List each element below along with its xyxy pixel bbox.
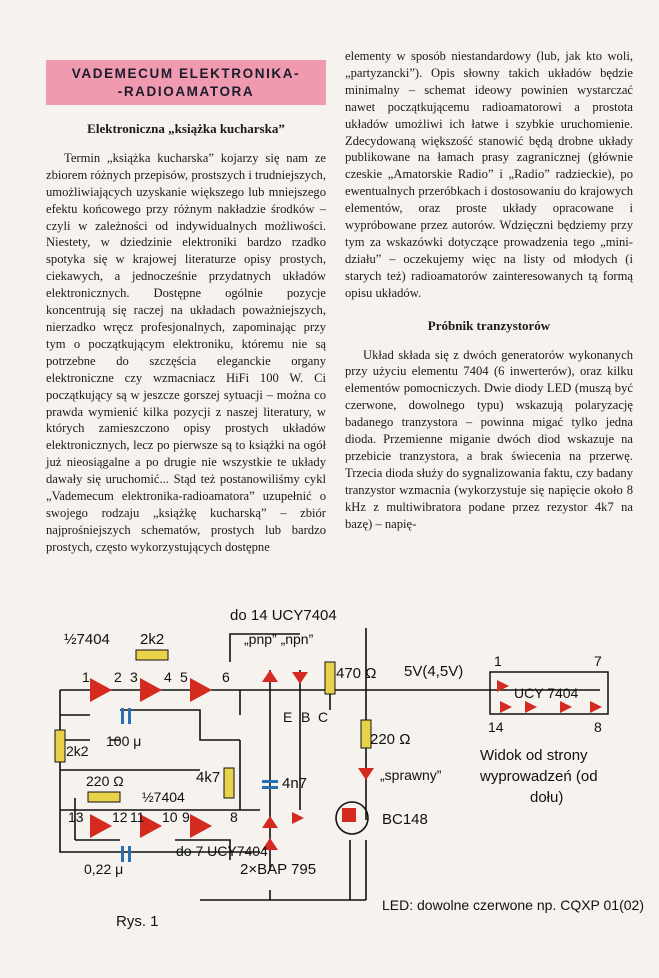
pin-1: 1 — [82, 669, 90, 685]
pin-9: 9 — [182, 809, 190, 825]
label-ic-top: do 14 UCY7404 — [230, 607, 337, 624]
led-npn — [292, 672, 308, 684]
gates-bottom — [90, 814, 212, 838]
terminal-c: C — [318, 709, 329, 725]
pin-6: 6 — [222, 669, 230, 685]
terminal-b: B — [301, 709, 311, 725]
gate-1 — [90, 678, 112, 702]
view-note-line: wyprowadzeń (od — [480, 768, 598, 785]
section-heading: Próbnik tranzystorów — [427, 317, 551, 333]
capacitor-100u — [121, 708, 124, 724]
led-sprawny — [358, 768, 374, 780]
gate-6 — [190, 814, 212, 838]
left-column — [46, 0, 326, 556]
capacitor-022u-plate — [128, 846, 131, 862]
pin-12: 12 — [112, 809, 128, 825]
chip-pin-7: 7 — [594, 653, 602, 669]
tester-paragraph: Układ składa się z dwóch generatorów wykonanych przy użyciu elementu 7404 (6 inwerterów), oraz kilku elementów pomocniczych. Dwie diody LED (muszą być czerwone, dowolnego typu) wskazują polaryzację badanego tranzystora – powinna migać tylko jedna dioda. Przemienne miganie dwóch diod wskazuje na przebicie tranzystora, a brak świecenia na przerwę. Trzecia dioda służy do sygnalizowania faktu, czy badany tranzystor wzmacnia (wykorzystuje się napięcie około 8 kHz z multiwibratora podane przez rezystor 4k7 na bazę) – napię- — [345, 347, 633, 531]
capacitor-100u-plate — [128, 708, 131, 724]
pin-4: 4 — [164, 669, 172, 685]
capacitor-4n7-plate — [262, 786, 278, 789]
gate-3 — [190, 678, 212, 702]
label-220-bottom: 220 Ω — [86, 773, 124, 789]
pin-13: 13 — [68, 809, 84, 825]
label-bc148: BC148 — [382, 811, 428, 828]
label-pnp-npn: „pnp” „npn” — [244, 631, 314, 647]
view-note-line: Widok od strony — [480, 747, 588, 764]
label-gate-half: ½7404 — [64, 631, 110, 648]
view-note-line: dołu) — [530, 789, 564, 806]
intro-paragraph: Termin „książka kucharska” kojarzy się nam ze zbiorem różnych przepisów, prostszych i trudniejszych, umożliwiających uzyskanie większego lub mniejszego efektu końcowego przy różnym nakładzie środków – czyli w zależności od indywidualnych możliwości. Niestety, w dziedzinie elektroniki bardzo rzadko spotyka się w krajowej literaturze opisy prostych, ciekawych, a jednocześnie przydatnych układów elektronicznych. Dostępne ogólnie pozycje koncentrują się raczej na układach poważniejszych, nierzadko wręcz profesjonalnych, zapominając przy tym o początkującym elektroniku, któremu nie są potrzebne do szczęścia eleganckie organy elektroniczne czy wzmacniacz HiFi 100 W. Ci początkujący są w jeszcze gorszej sytuacji – można co prawda wymienić kilka pozycji z naszej literatury, w których zamieszczono opisy prostych układów elektronicznych, lecz po pierwsze są to książki na ogół już nieosiągalne a po drugie nie wszystkie te układy dawały się uruchomić... Stąd też postanowiliśmy cykl „Vademecum elektronika-radioamatora” uzupełnić o swojego rodzaju „książkę kucharską” – zbiór najprośniejszych schematów, prostych lub bardzo prostych, często wykorzystujących dostępne — [46, 150, 327, 554]
label-gate-half-bottom: ½7404 — [142, 789, 185, 805]
resistor-2k2-top — [136, 650, 168, 660]
diodes — [262, 670, 374, 850]
pin-5: 5 — [180, 669, 188, 685]
label-4n7: 4n7 — [282, 775, 308, 792]
led-pnp — [262, 670, 278, 682]
label-100u: 100 μ — [106, 733, 142, 749]
terminal-e: E — [283, 709, 293, 725]
view-note — [479, 747, 598, 806]
chip-gate-4 — [560, 701, 572, 713]
diode-bap-1 — [262, 816, 278, 828]
pin-2: 2 — [114, 669, 122, 685]
capacitor-4n7 — [262, 780, 278, 783]
circuit-figure — [0, 600, 659, 978]
gates-top — [90, 678, 212, 702]
chip-gate-3 — [525, 701, 537, 713]
resistor-470 — [325, 662, 335, 694]
transistor-body — [342, 808, 356, 822]
gate-2 — [140, 678, 162, 702]
chip-pin-8: 8 — [594, 719, 602, 735]
resistor-220-bottom — [88, 792, 120, 802]
fig-label: Rys. 1 — [116, 913, 159, 930]
label-4k7: 4k7 — [196, 769, 221, 786]
led-note: LED: dowolne czerwone np. CQXP 01(02) — [382, 897, 644, 913]
chip-label: UCY 7404 — [514, 685, 579, 701]
label-470: 470 Ω — [336, 665, 377, 682]
chip-gate-2 — [500, 701, 512, 713]
capacitor-022u — [121, 846, 124, 862]
label-2k2-left: 2k2 — [66, 743, 89, 759]
label-2k2-top: 2k2 — [140, 631, 165, 648]
pin-8: 8 — [230, 809, 238, 825]
label-220-right: 220 Ω — [370, 731, 411, 748]
resistor-4k7 — [224, 768, 234, 798]
pin-11: 11 — [130, 809, 145, 825]
pin-10: 10 — [162, 809, 178, 825]
article-heading: Elektroniczna „książka kucharska” — [87, 121, 285, 136]
section-banner: VADEMECUM ELEKTRONIKA- -RADIOAMATORA — [46, 60, 326, 105]
view-note-text — [479, 747, 598, 806]
label-022u: 0,22 μ — [84, 861, 124, 877]
pin-3: 3 — [130, 669, 138, 685]
chip-gate-5 — [590, 701, 602, 713]
label-ic-bottom: do 7 UCY7404 — [176, 843, 268, 859]
diode-bap-3 — [292, 812, 304, 824]
label-sprawny: „sprawny” — [380, 767, 442, 783]
chip-pin-1: 1 — [494, 653, 502, 669]
label-diodes: 2×BAP 795 — [240, 861, 317, 878]
resistor-2k2-left — [55, 730, 65, 762]
label-supply: 5V(4,5V) — [404, 663, 464, 680]
gate-4 — [90, 814, 112, 838]
continuation-paragraph: elementy w sposób niestandardowy (lub, jak kto woli, „partyzancki”). Opis słowny takich układów będzie minimalny – schemat ideowy powinien wystarczać nawet początkującemu radioamatorowi a prostota układów umożliwi ich łatwe i szybkie uruchomienie. Zdecydowaną większość stanowić będą drobne układy publikowane na łamach prasy zagranicznej (głównie czeskie „Amatorskie Radio” i „Radio” radzieckie), po ewentualnych przeróbkach i dostosowaniu do krajowych elementów, oraz proste układy opracowane i wypróbowane przez autorów. Wdzięczni będziemy przy tym za wskazówki dotyczące prowadzenia tego „mini-działu” – oczekujemy więc na listy od młodych (i starych też) radioamatorów zainteresowanych tą formą opisu układów. — [345, 49, 633, 300]
chip-pin-14: 14 — [488, 719, 504, 735]
right-column — [345, 0, 633, 532]
